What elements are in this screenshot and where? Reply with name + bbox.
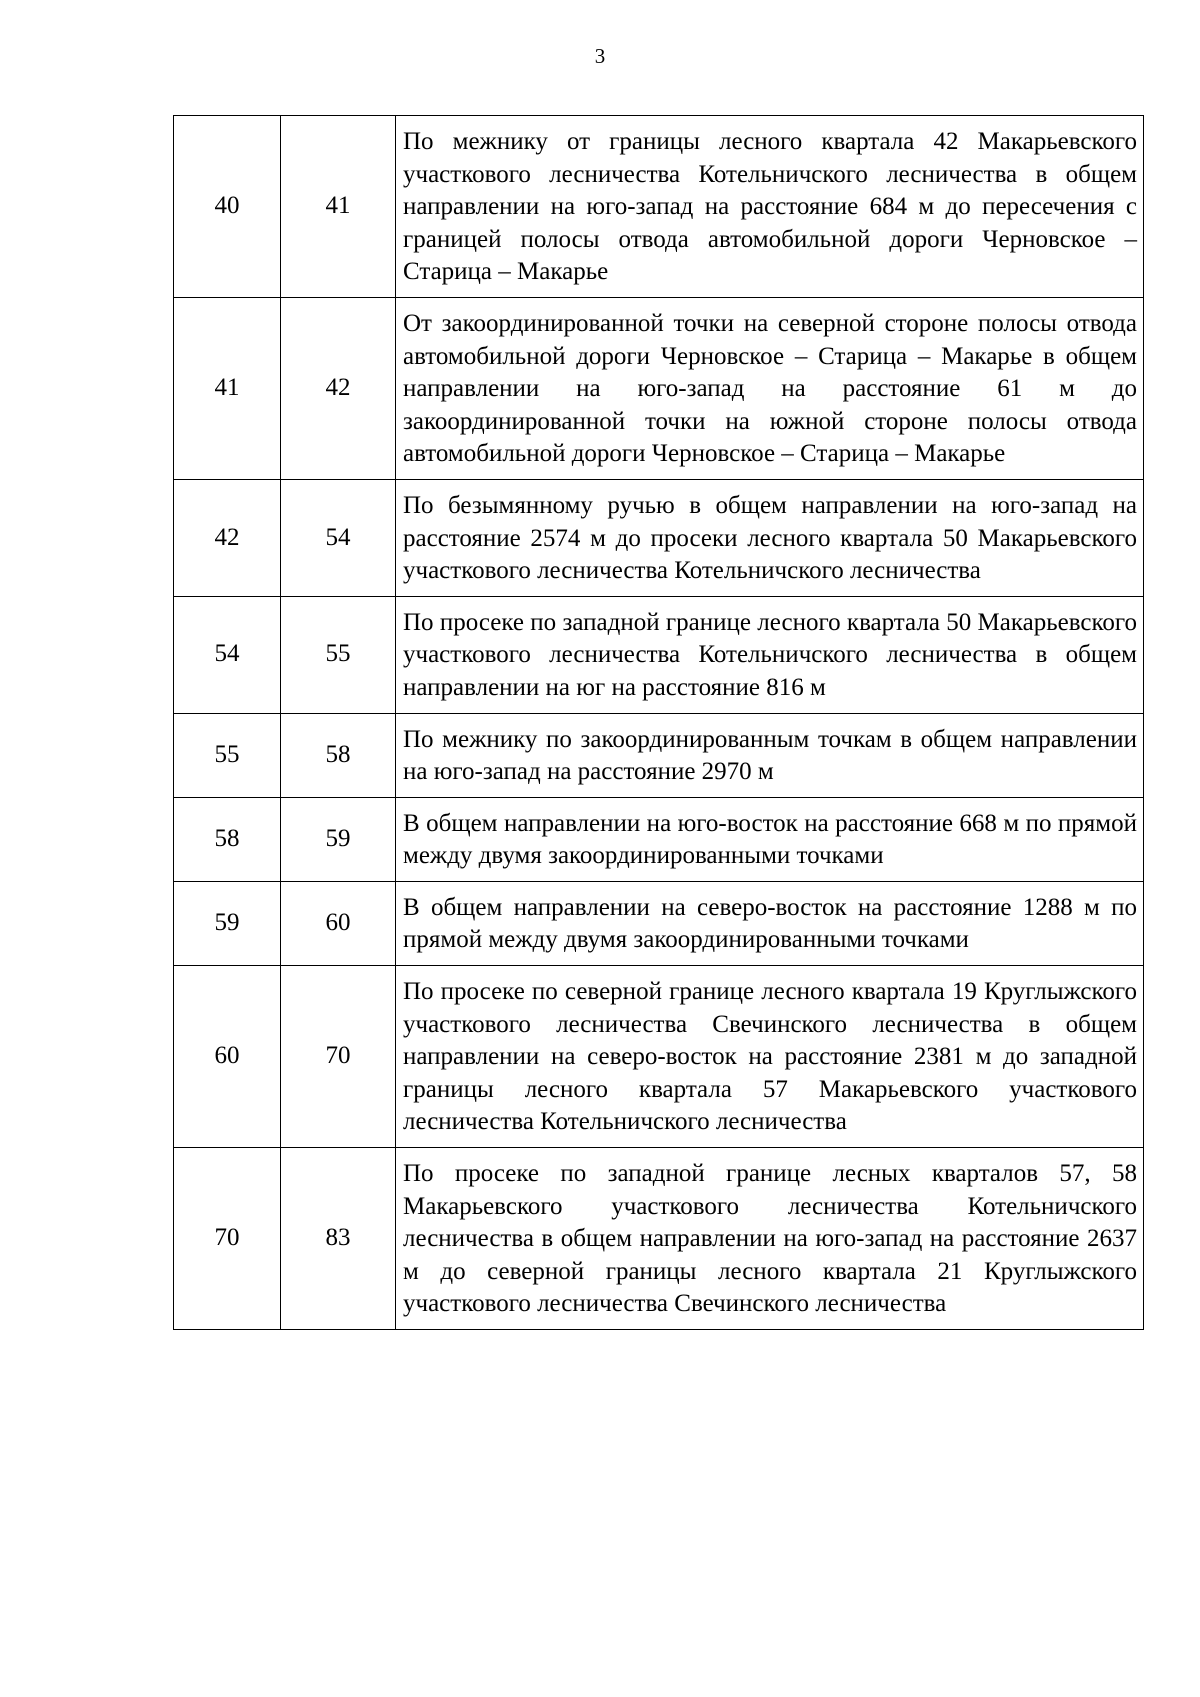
point-from: 59	[174, 881, 281, 965]
point-from: 55	[174, 713, 281, 797]
boundary-description: По просеке по западной границе лесного квартала 50 Макарьевского участкового лесничества Котельничского лесничества в общем направлении на юг на расстояние 816 м	[396, 596, 1144, 713]
boundary-description: По безымянному ручью в общем направлении на юго-запад на расстояние 2574 м до просеки лесного квартала 50 Макарьевского участкового лесничества Котельничского лесничества	[396, 479, 1144, 596]
point-to: 83	[281, 1148, 396, 1330]
point-from: 42	[174, 479, 281, 596]
point-to: 42	[281, 297, 396, 479]
point-to: 60	[281, 881, 396, 965]
table-row	[174, 1148, 1144, 1330]
table-row	[174, 966, 1144, 1148]
table-row	[174, 116, 1144, 298]
point-to: 59	[281, 797, 396, 881]
point-to: 41	[281, 116, 396, 298]
boundary-description: От закоординированной точки на северной стороне полосы отвода автомобильной дороги Черновское – Старица – Макарье в общем направлении на юго-запад на расстояние 61 м до закоординированной точки на южной стороне полосы отвода автомобильной дороги Черновское – Старица – Макарье	[396, 297, 1144, 479]
point-from: 58	[174, 797, 281, 881]
point-to: 55	[281, 596, 396, 713]
table-row	[174, 297, 1144, 479]
point-from: 40	[174, 116, 281, 298]
table-row	[174, 596, 1144, 713]
point-from: 60	[174, 966, 281, 1148]
table-row	[174, 881, 1144, 965]
point-from: 70	[174, 1148, 281, 1330]
boundary-description: В общем направлении на юго-восток на расстояние 668 м по прямой между двумя закоординированными точками	[396, 797, 1144, 881]
point-to: 58	[281, 713, 396, 797]
point-from: 54	[174, 596, 281, 713]
point-from: 41	[174, 297, 281, 479]
boundary-description: В общем направлении на северо-восток на расстояние 1288 м по прямой между двумя закоординированными точками	[396, 881, 1144, 965]
boundary-description: По просеке по западной границе лесных кварталов 57, 58 Макарьевского участкового лесничества Котельничского лесничества в общем направлении на юго-запад на расстояние 2637 м до северной границы лесного квартала 21 Круглыжского участкового лесничества Свечинского лесничества	[396, 1148, 1144, 1330]
table-row	[174, 713, 1144, 797]
page-number: 3	[594, 44, 606, 68]
boundary-description: По межнику от границы лесного квартала 42 Макарьевского участкового лесничества Котельничского лесничества в общем направлении на юго-запад на расстояние 684 м до пересечения с границей полосы отвода автомобильной дороги Черновское – Старица – Макарье	[396, 116, 1144, 298]
table-row	[174, 797, 1144, 881]
point-to: 70	[281, 966, 396, 1148]
boundary-description: По просеке по северной границе лесного квартала 19 Круглыжского участкового лесничества Свечинского лесничества в общем направлении на северо-восток на расстояние 2381 м до западной границы лесного квартала 57 Макарьевского участкового лесничества Котельничского лесничества	[396, 966, 1144, 1148]
boundary-description: По межнику по закоординированным точкам в общем направлении на юго-запад на расстояние 2970 м	[396, 713, 1144, 797]
point-to: 54	[281, 479, 396, 596]
boundary-description-table	[173, 115, 1144, 1330]
table-row	[174, 479, 1144, 596]
